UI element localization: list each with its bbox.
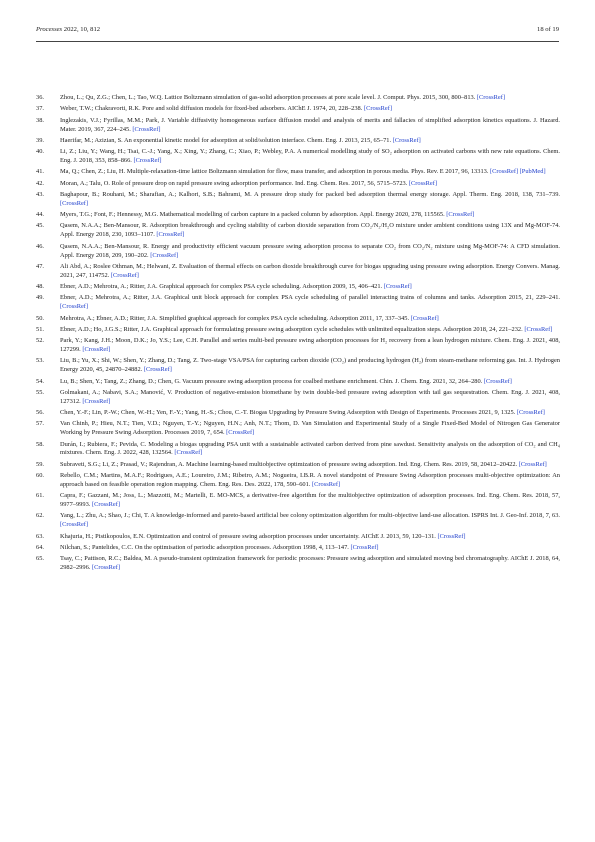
reference-number: 59. xyxy=(36,460,44,468)
crossref-link[interactable]: [CrossRef] xyxy=(60,303,89,311)
reference-item xyxy=(36,337,560,355)
reference-text: Tsay, C.; Pattison, R.C.; Baldea, M. A pseudo-transient optimization framework for periodic processes: Pressure swing adsorption and simulated moving bed chromatography. AIChE J. 2018, 64, 2982–2996. xyxy=(60,555,560,572)
crossref-link[interactable]: [CrossRef] xyxy=(383,283,412,290)
crossref-link[interactable]: [CrossRef] xyxy=(483,377,512,385)
reference-body xyxy=(60,263,560,281)
reference-body xyxy=(60,326,560,335)
reference-text: Inglezakis, V.J.; Fyrillas, M.M.; Park, J. Variable diffusivity homogeneous surface diffusion model and analysis of merits and fallacies of simplified adsorption kinetics equations. J. Hazard. Mater. 2019, 367, 224–245. xyxy=(60,116,560,133)
page-number: 18 of 19 xyxy=(537,26,559,33)
reference-item xyxy=(36,105,560,114)
reference-item xyxy=(36,492,560,510)
reference-number: 60. xyxy=(36,472,44,479)
reference-item xyxy=(36,137,560,146)
reference-text: Qasem, N.A.A.; Ben-Mansour, R. Energy and productivity efficient vacuum pressure swing adsorption process to separate CO₂ from CO₂/N₂ mixture using Mg-MOF-74: A CFD simulation. Appl. Energy 2018, 209, 190–202. xyxy=(60,242,560,259)
reference-number: 36. xyxy=(36,94,44,101)
reference-number: 49. xyxy=(36,294,44,302)
reference-number: 42. xyxy=(36,179,44,187)
volume-citation: 2022, 10, 812 xyxy=(63,26,101,33)
crossref-link[interactable]: [CrossRef] xyxy=(524,325,553,333)
crossref-link[interactable]: [CrossRef] xyxy=(91,564,120,572)
crossref-link[interactable]: [CrossRef] xyxy=(60,199,89,207)
crossref-link[interactable]: [CrossRef] xyxy=(133,157,162,164)
reference-number: 44. xyxy=(36,211,44,219)
reference-number: 38. xyxy=(36,116,44,124)
reference-item xyxy=(36,533,560,542)
reference-text: Haerifar, M.; Azizian, S. An exponential kinetic model for adsorption at solid/solution interface. Chem. Eng. J. 2013, 215, 65–71. xyxy=(60,136,393,144)
reference-item xyxy=(36,315,560,324)
reference-item xyxy=(36,512,560,530)
reference-text: Ma, Q.; Chen, Z.; Liu, H. Multiple-relaxation-time lattice Boltzmann simulation for flow, mass transfer, and adsorption in porous media. Phys. Rev. E 2017, 96, 13313. xyxy=(60,168,491,176)
reference-body xyxy=(60,180,560,189)
crossref-link[interactable]: [CrossRef] xyxy=(143,366,172,374)
reference-body xyxy=(60,243,560,261)
reference-item xyxy=(36,94,560,103)
reference-body xyxy=(60,222,560,240)
reference-text: Zhou, L.; Qu, Z.G.; Chen, L.; Tao, W.Q. Lattice Boltzmann simulation of gas-solid adsorption processes at pore scale level. J. Comput. Phys. 2015, 300, 800–813. xyxy=(60,94,477,101)
reference-body xyxy=(60,315,560,324)
reference-item xyxy=(36,389,560,407)
reference-item xyxy=(36,191,560,209)
reference-item xyxy=(36,180,560,189)
reference-body xyxy=(60,211,560,220)
reference-item xyxy=(36,148,560,166)
crossref-link[interactable]: [CrossRef] xyxy=(91,501,120,509)
reference-text: Baghapour, B.; Rouhani, M.; Sharafian, A.; Kalhori, S.B.; Bahrami, M. A pressure drop study for packed bed adsorption thermal energy storage. Appl. Therm. Eng. 2018, 138, 731–739. xyxy=(60,190,560,198)
reference-text: Myers, T.G.; Font, F.; Hennessy, M.G. Mathematical modelling of carbon capture in a packed column by adsorption. Appl. Energy 2020, 278, 115565. xyxy=(60,211,447,219)
reference-number: 45. xyxy=(36,222,44,230)
reference-body xyxy=(60,357,560,375)
reference-body xyxy=(60,283,560,292)
reference-item xyxy=(36,472,560,490)
reference-text: Durán, I.; Rubiera, F.; Pevida, C. Modeling a biogas upgrading PSA unit with a sustainable activated carbon derived from pine sawdust. Sensitivity analysis on the adsorption of CO₂ and CH₄ mixtures. Chem. Eng. J. 2022, 428, 132564. xyxy=(60,440,560,457)
journal-name: Processes xyxy=(36,26,63,33)
reference-number: 51. xyxy=(36,325,44,333)
reference-text: Ali Abd, A.; Roslee Othman, M.; Helwani, Z. Evaluation of thermal effects on carbon dioxide breakthrough curve for biogas upgrading using pressure swing adsorption. Energy Convers. Manag. 2021, 247, 114752. xyxy=(60,262,560,279)
reference-item xyxy=(36,243,560,261)
reference-body xyxy=(60,337,560,355)
reference-body xyxy=(60,555,560,573)
crossref-link[interactable]: [CrossRef] xyxy=(410,314,439,322)
reference-text: Ebner, A.D.; Ho, J.G.S.; Ritter, J.A. Graphical approach for formulating pressure swing adsorption cycle schedules with unlimited equalization steps. Adsorption 2018, 24, 221–232. xyxy=(60,325,525,333)
crossref-link[interactable]: [CrossRef] xyxy=(437,532,466,540)
reference-item xyxy=(36,420,560,438)
crossref-link[interactable]: [CrossRef] xyxy=(132,125,161,133)
reference-item xyxy=(36,544,560,553)
reference-number: 62. xyxy=(36,512,44,520)
reference-number: 53. xyxy=(36,357,44,365)
reference-item xyxy=(36,441,560,459)
reference-body xyxy=(60,168,560,177)
journal-citation xyxy=(36,26,100,33)
reference-item xyxy=(36,294,560,312)
reference-body xyxy=(60,378,560,387)
reference-body xyxy=(60,472,560,490)
crossref-link[interactable]: [CrossRef] xyxy=(476,94,505,101)
crossref-link[interactable]: [CrossRef] xyxy=(350,543,379,551)
reference-text: Mehrotra, A.; Ebner, A.D.; Ritter, J.A. Simplified graphical approach for complex PSA cycle scheduling. Adsorption 2011, 17, 337–345. xyxy=(60,314,411,322)
crossref-link[interactable]: [CrossRef] xyxy=(516,409,545,416)
reference-text: Golmakani, A.; Nabavi, S.A.; Manović, V. Production of negative-emission biomethane by twin double-bed pressure swing adsorption with tail gas sequestration. Chem. Eng. J. 2021, 408, 127312. xyxy=(60,388,560,405)
reference-number: 46. xyxy=(36,242,44,250)
reference-item xyxy=(36,555,560,573)
reference-text: Subraveti, S.G.; Li, Z.; Prasad, V.; Rajendran, A. Machine learning-based multiobjective optimization of pressure swing adsorption. Ind. Eng. Chem. Res. 2019, 58, 20412–20422. xyxy=(60,460,519,468)
reference-item xyxy=(36,409,560,418)
reference-body xyxy=(60,420,560,438)
crossref-link[interactable]: [CrossRef] xyxy=(110,271,139,279)
reference-text: Capra, F.; Gazzani, M.; Joss, L.; Mazzotti, M.; Martelli, E. MO-MCS, a derivative-free algorithm for the multiobjective optimization of adsorption processes. Ind. Eng. Chem. Res. 2018, 57, 9977–9993. xyxy=(60,492,560,509)
reference-number: 47. xyxy=(36,262,44,270)
reference-number: 43. xyxy=(36,190,44,198)
reference-item xyxy=(36,461,560,470)
reference-item xyxy=(36,168,560,177)
reference-text: Rebello, C.M.; Martins, M.A.F.; Rodrigues, A.E.; Loureiro, J.M.; Ribeiro, A.M.; Nogueira, I.B.R. A novel standpoint of Pressure Swing Adsorption processes multi-objective optimization: An approach based on feasible operation region mapping. Chem. Eng. Res. Des. 2022, 178, 590–601. xyxy=(60,472,560,488)
reference-item xyxy=(36,378,560,387)
reference-body xyxy=(60,148,560,166)
reference-body xyxy=(60,492,560,510)
crossref-link[interactable]: [CrossRef] xyxy=(446,211,475,219)
crossref-link[interactable]: [CrossRef] xyxy=(392,136,421,144)
reference-item xyxy=(36,222,560,240)
reference-text: Qasem, N.A.A.; Ben-Mansour, R. Adsorption breakthrough and cycling stability of carbon dioxide separation from CO₂/N₂/H₂O mixture under ambient conditions using 13X and Mg-MOF-74. Appl. Energy 2018, 230, 1093–1107. xyxy=(60,222,560,239)
reference-list xyxy=(36,94,560,575)
reference-text: Chen, Y.-F.; Lin, P.-W.; Chen, W.-H.; Yen, F.-Y.; Yang, H.-S.; Chou, C.-T. Biogas Upgrading by Pressure Swing Adsorption with Design of Experiments. Processes 2021, 9, 1325. xyxy=(60,409,517,416)
crossref-link[interactable]: [CrossRef] xyxy=(226,429,255,437)
reference-number: 40. xyxy=(36,148,44,156)
reference-body xyxy=(60,94,560,103)
reference-number: 50. xyxy=(36,314,44,322)
reference-text: Van Chinh, P.; Hieu, N.T.; Tien, V.D.; Nguyen, T.-Y.; Nguyen, H.N.; Anh, N.T.; Thom, D. Van Simulation and Experimental Study of a Single Fixed-Bed Model of Nitrogen Gas Generator Working by Pressure Swing Adsorption. Processes 2019, 7, 654. xyxy=(60,420,560,437)
crossref-link[interactable]: [CrossRef] xyxy=(312,480,341,488)
reference-item xyxy=(36,263,560,281)
reference-item xyxy=(36,326,560,335)
reference-body xyxy=(60,461,560,470)
reference-text: Yang, L.; Zhu, A.; Shao, J.; Chi, T. A knowledge-informed and pareto-based artificial bee colony optimization algorithm for multi-objective land-use allocation. ISPRS Int. J. Geo-Inf. 2018, 7, 63. xyxy=(60,512,560,520)
reference-text: Ebner, A.D.; Mehrotra, A.; Ritter, J.A. Graphical unit block approach for complex PSA cycle scheduling of parallel interacting trains of columns and tanks. Adsorption 2015, 21, 229–241. xyxy=(60,294,560,302)
crossref-link[interactable]: [CrossRef] xyxy=(60,521,89,529)
reference-number: 48. xyxy=(36,283,44,290)
reference-number: 39. xyxy=(36,136,44,144)
running-header xyxy=(36,26,559,38)
crossref-link[interactable]: [CrossRef] xyxy=(408,179,437,187)
reference-text: Park, Y.; Kang, J.H.; Moon, D.K.; Jo, Y.S.; Lee, C.H. Parallel and series multi-bed pressure swing adsorption processes for H₂ recovery from a lean hydrogen mixture. Chem. Eng. J. 2021, 408, 127299. xyxy=(60,337,560,353)
reference-body xyxy=(60,409,560,418)
reference-text: Khajuria, H.; Pistikopoulos, E.N. Optimization and control of pressure swing adsorption processes under uncertainty. AIChE J. 2013, 59, 120–131. xyxy=(60,532,438,540)
reference-number: 58. xyxy=(36,440,44,448)
reference-number: 52. xyxy=(36,337,44,345)
reference-text: Lu, B.; Shen, Y.; Tang, Z.; Zhang, D.; Chen, G. Vacuum pressure swing adsorption process for coalbed methane enrichment. Chin. J. Chem. Eng. 2021, 32, 264–280. xyxy=(60,377,484,385)
reference-number: 61. xyxy=(36,492,44,500)
reference-body xyxy=(60,191,560,209)
crossref-link[interactable]: [CrossRef] xyxy=(82,346,111,353)
reference-body xyxy=(60,117,560,135)
reference-body xyxy=(60,137,560,146)
reference-body xyxy=(60,389,560,407)
reference-item xyxy=(36,283,560,292)
crossref-link[interactable]: [CrossRef] xyxy=(156,231,185,239)
reference-body xyxy=(60,441,560,459)
reference-number: 37. xyxy=(36,105,44,113)
reference-number: 65. xyxy=(36,555,44,563)
reference-text: Moran, A.; Talu, O. Role of pressure drop on rapid pressure swing adsorption performance. Ind. Eng. Chem. Res. 2017, 56, 5715–5723. xyxy=(60,179,409,187)
crossref-link[interactable]: [CrossRef] xyxy=(174,449,203,457)
reference-number: 41. xyxy=(36,168,44,176)
reference-text: Nilchan, S.; Pantelides, C.C. On the optimisation of periodic adsorption processes. Adsorption 1998, 4, 113–147. xyxy=(60,543,351,551)
crossref-link[interactable]: [CrossRef] xyxy=(82,397,111,405)
reference-number: 63. xyxy=(36,532,44,540)
reference-item xyxy=(36,117,560,135)
reference-body xyxy=(60,544,560,553)
reference-number: 55. xyxy=(36,388,44,396)
crossref-link[interactable]: [CrossRef] [PubMed] xyxy=(490,168,546,176)
header-divider xyxy=(36,41,559,42)
reference-item xyxy=(36,211,560,220)
reference-item xyxy=(36,357,560,375)
reference-body xyxy=(60,105,560,114)
reference-number: 56. xyxy=(36,409,44,416)
crossref-link[interactable]: [CrossRef] xyxy=(150,251,179,259)
reference-number: 54. xyxy=(36,377,44,385)
reference-text: Li, Z.; Liu, Y.; Wang, H.; Tsai, C.-J.; Yang, X.; Xing, Y.; Zhang, C.; Xiao, P.; Webley, P.A. A numerical modelling study of SO₂ adsorption on activated carbons with new rate equations. Chem. Eng. J. 2018, 353, 858–866. xyxy=(60,148,560,164)
reference-body xyxy=(60,512,560,530)
reference-body xyxy=(60,533,560,542)
reference-text: Liu, B.; Yu, X.; Shi, W.; Shen, Y.; Zhang, D.; Tang, Z. Two-stage VSA/PSA for capturing carbon dioxide (CO₂) and producing hydrogen (H₂) from steam-methane reforming gas. Int. J. Hydrogen Energy 2020, 45, 24870–24882. xyxy=(60,357,560,374)
reference-text: Weber, T.W.; Chakravorti, R.K. Pore and solid diffusion models for fixed-bed adsorbers. AIChE J. 1974, 20, 228–238. xyxy=(60,105,364,113)
reference-number: 64. xyxy=(36,543,44,551)
reference-body xyxy=(60,294,560,312)
crossref-link[interactable]: [CrossRef] xyxy=(518,460,547,468)
reference-text: Ebner, A.D.; Mehrotra, A.; Ritter, J.A. Graphical approach for complex PSA cycle scheduling. Adsorption 2009, 15, 406–421. xyxy=(60,283,384,290)
reference-number: 57. xyxy=(36,420,44,428)
crossref-link[interactable]: [CrossRef] xyxy=(363,105,392,113)
